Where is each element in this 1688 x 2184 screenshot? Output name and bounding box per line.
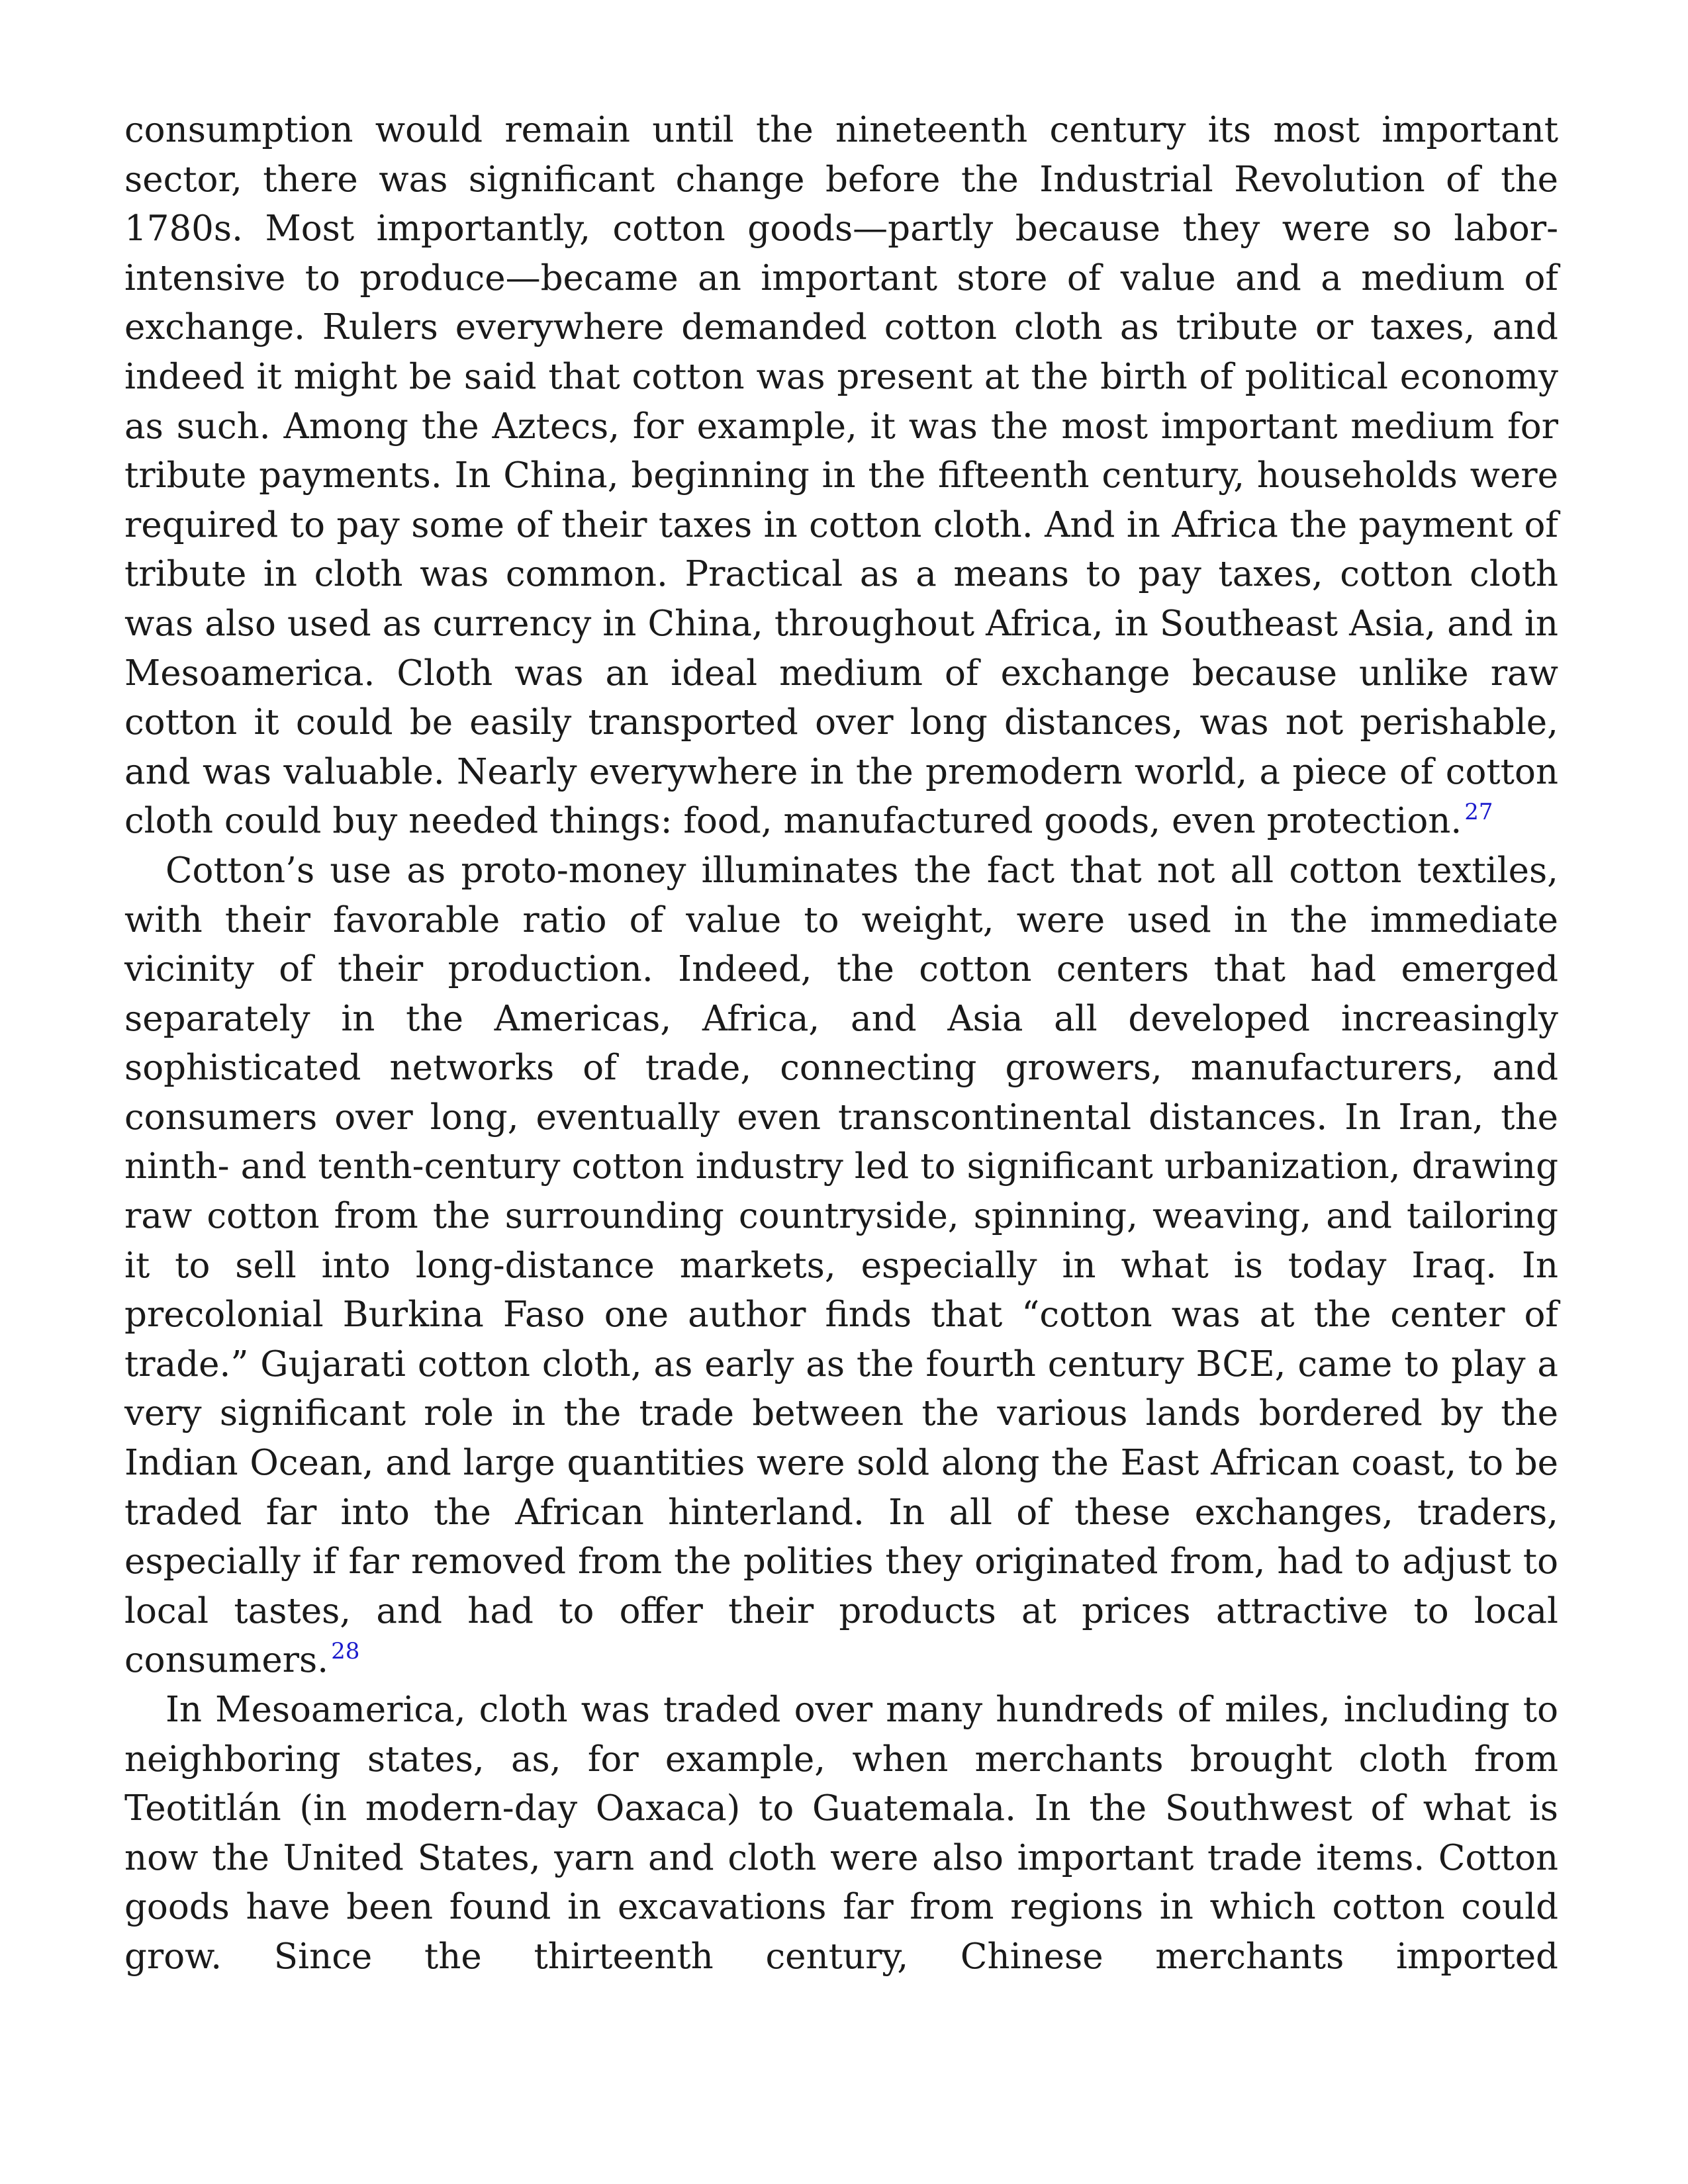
paragraph-2 — [124, 846, 1558, 1686]
paragraph-1 — [124, 106, 1558, 846]
paragraph-2-text: Cotton’s use as proto-money illuminates the fact that not all cotton textiles, with their favorable ratio of value to weight, were used in the immediate vicinity of their production. Indeed, the cotton centers that had emerged separately in the Americas, Africa, and Asia all developed increasingly sophisticated networks of trade, connecting growers, manufacturers, and consumers over long, eventually even transcontinental distances. In Iran, the ninth- and tenth-century cotton industry led to significant urbanization, drawing raw cotton from the surrounding countryside, spinning, weaving, and tailoring it to sell into long-distance markets, especially in what is today Iraq. In precolonial Burkina Faso one author finds that “cotton was at the center of trade.” Gujarati cotton cloth, as early as the fourth century BCE, came to play a very significant role in the trade between the various lands bordered by the Indian Ocean, and large quantities were sold along the East African coast, to be traded far into the African hinterland. In all of these exchanges, traders, especially if far removed from the polities they originated from, had to adjust to local tastes, and had to offer their products at prices attractive to local consumers. — [124, 850, 1558, 1681]
paragraph-3-text: In Mesoamerica, cloth was traded over many hundreds of miles, including to neighboring states, as, for example, when merchants brought cloth from Teotitlán (in modern-day Oaxaca) to Guatemala. In the Southwest of what is now the United States, yarn and cloth were also important trade items. Cotton goods have been found in excavations far from regions in which cotton could grow. Since the thirteenth century, Chinese merchants imported — [124, 1690, 1558, 1977]
paragraph-1-text: consumption would remain until the nineteenth century its most important sector, there was significant change before the Industrial Revolution of the 1780s. Most importantly, cotton goods—partly because they were so labor-intensive to produce—became an important store of value and a medium of exchange. Rulers everywhere demanded cotton cloth as tribute or taxes, and indeed it might be said that cotton was present at the birth of political economy as such. Among the Aztecs, for example, it was the most important medium for tribute payments. In China, beginning in the fifteenth century, households were required to pay some of their taxes in cotton cloth. And in Africa the payment of tribute in cloth was common. Practical as a means to pay taxes, cotton cloth was also used as currency in China, throughout Africa, in Southeast Asia, and in Mesoamerica. Cloth was an ideal medium of exchange because unlike raw cotton it could be easily transported over long distances, was not perishable, and was valuable. Nearly everywhere in the premodern world, a piece of cotton cloth could buy needed things: food, manufactured goods, even protection. — [124, 110, 1558, 842]
paragraph-3 — [124, 1686, 1558, 1982]
footnote-ref-28[interactable]: 28 — [331, 1638, 360, 1665]
footnote-ref-27[interactable]: 27 — [1464, 799, 1493, 826]
book-page — [124, 106, 1558, 1982]
